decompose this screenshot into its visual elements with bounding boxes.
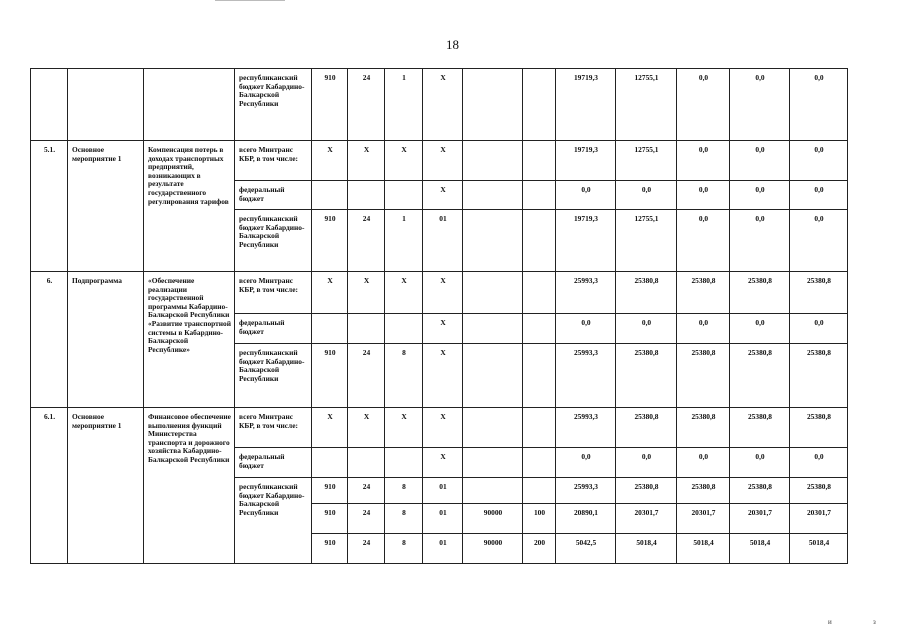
amount-cell: 25380,8 — [790, 272, 848, 314]
amount-cell: 5018,4 — [730, 534, 790, 564]
pr-cell — [385, 448, 423, 478]
rz-cell: 24 — [348, 504, 385, 534]
amount-cell: 0,0 — [616, 314, 677, 344]
code-cell — [463, 272, 523, 314]
vr-cell — [523, 272, 556, 314]
grbs-cell: 910 — [312, 210, 348, 272]
amount-cell: 25380,8 — [677, 478, 730, 504]
amount-cell: 0,0 — [790, 314, 848, 344]
csr-cell: X — [423, 272, 463, 314]
csr-cell: 01 — [423, 534, 463, 564]
amount-cell: 25380,8 — [730, 408, 790, 448]
source-cell: всего Минтранс КБР, в том числе: — [235, 408, 312, 448]
rz-cell: X — [348, 141, 385, 181]
amount-cell: 0,0 — [730, 314, 790, 344]
pr-cell: X — [385, 141, 423, 181]
pr-cell: 8 — [385, 504, 423, 534]
amount-cell: 25380,8 — [730, 344, 790, 408]
amount-cell: 0,0 — [677, 181, 730, 210]
amount-cell: 0,0 — [616, 181, 677, 210]
amount-cell: 0,0 — [790, 69, 848, 141]
amount-cell: 0,0 — [556, 314, 616, 344]
csr-cell: X — [423, 344, 463, 408]
csr-cell: X — [423, 314, 463, 344]
table-row — [31, 408, 848, 448]
name-cell: Финансовое обеспечение выполнения функций Министерства транспорта и дорожного хозяйства Кабардино-Балкарской Республики — [144, 408, 235, 564]
code-cell — [463, 344, 523, 408]
amount-cell: 25993,3 — [556, 344, 616, 408]
amount-cell: 25380,8 — [677, 272, 730, 314]
amount-cell: 0,0 — [790, 448, 848, 478]
source-cell: республиканский бюджет Кабардино-Балкарской Республики — [235, 69, 312, 141]
amount-cell: 5018,4 — [677, 534, 730, 564]
vr-cell: 200 — [523, 534, 556, 564]
csr-cell: 01 — [423, 478, 463, 504]
grbs-cell: X — [312, 141, 348, 181]
pr-cell: 8 — [385, 478, 423, 504]
amount-cell: 20890,1 — [556, 504, 616, 534]
amount-cell: 0,0 — [677, 69, 730, 141]
amount-cell: 0,0 — [730, 141, 790, 181]
vr-cell — [523, 314, 556, 344]
amount-cell: 0,0 — [677, 210, 730, 272]
type-cell: Подпрограмма — [68, 272, 144, 408]
source-cell: республиканский бюджет Кабардино-Балкарской Республики — [235, 210, 312, 272]
rz-cell: 24 — [348, 69, 385, 141]
code-cell — [463, 210, 523, 272]
pr-cell — [385, 181, 423, 210]
code-cell: 90000 — [463, 504, 523, 534]
amount-cell: 0,0 — [730, 181, 790, 210]
amount-cell: 20301,7 — [730, 504, 790, 534]
code-cell — [463, 181, 523, 210]
vr-cell — [523, 69, 556, 141]
grbs-cell: 910 — [312, 478, 348, 504]
amount-cell: 19719,3 — [556, 69, 616, 141]
num-cell: 6.1. — [31, 408, 68, 564]
amount-cell: 20301,7 — [790, 504, 848, 534]
code-cell — [463, 314, 523, 344]
csr-cell: 01 — [423, 504, 463, 534]
amount-cell: 25993,3 — [556, 408, 616, 448]
amount-cell: 12755,1 — [616, 69, 677, 141]
code-cell: 90000 — [463, 534, 523, 564]
num-cell — [31, 69, 68, 141]
amount-cell: 20301,7 — [677, 504, 730, 534]
amount-cell: 0,0 — [616, 448, 677, 478]
amount-cell: 25380,8 — [730, 272, 790, 314]
grbs-cell: 910 — [312, 534, 348, 564]
pr-cell: X — [385, 272, 423, 314]
amount-cell: 19719,3 — [556, 210, 616, 272]
amount-cell: 5018,4 — [790, 534, 848, 564]
amount-cell: 25993,3 — [556, 272, 616, 314]
pr-cell: 8 — [385, 534, 423, 564]
name-cell: Компенсация потерь в доходах транспортных предприятий, возникающих в результате государственного регулирования тарифов — [144, 141, 235, 272]
rz-cell — [348, 181, 385, 210]
amount-cell: 0,0 — [730, 448, 790, 478]
csr-cell: 01 — [423, 210, 463, 272]
pr-cell: 8 — [385, 344, 423, 408]
grbs-cell — [312, 181, 348, 210]
amount-cell: 25380,8 — [790, 408, 848, 448]
amount-cell: 12755,1 — [616, 210, 677, 272]
vr-cell — [523, 344, 556, 408]
rz-cell: 24 — [348, 210, 385, 272]
source-cell: федеральный бюджет — [235, 448, 312, 478]
amount-cell: 0,0 — [730, 210, 790, 272]
amount-cell: 25380,8 — [616, 478, 677, 504]
amount-cell: 0,0 — [677, 314, 730, 344]
rz-cell — [348, 314, 385, 344]
source-cell: республиканский бюджет Кабардино-Балкарской Республики — [235, 478, 312, 564]
amount-cell: 0,0 — [730, 69, 790, 141]
amount-cell: 25380,8 — [730, 478, 790, 504]
amount-cell: 5042,5 — [556, 534, 616, 564]
csr-cell: X — [423, 408, 463, 448]
code-cell — [463, 141, 523, 181]
grbs-cell: X — [312, 272, 348, 314]
amount-cell: 25380,8 — [790, 344, 848, 408]
budget-table — [30, 68, 848, 564]
amount-cell: 0,0 — [790, 181, 848, 210]
pr-cell: X — [385, 408, 423, 448]
pr-cell: 1 — [385, 69, 423, 141]
amount-cell: 5018,4 — [616, 534, 677, 564]
amount-cell: 20301,7 — [616, 504, 677, 534]
amount-cell: 25380,8 — [616, 272, 677, 314]
type-cell: Основное мероприятие 1 — [68, 141, 144, 272]
source-cell: федеральный бюджет — [235, 314, 312, 344]
grbs-cell: 910 — [312, 504, 348, 534]
amount-cell: 0,0 — [556, 448, 616, 478]
vr-cell: 100 — [523, 504, 556, 534]
amount-cell: 0,0 — [677, 141, 730, 181]
table-row — [31, 69, 848, 141]
rz-cell: 24 — [348, 534, 385, 564]
source-cell: всего Минтранс КБР, в том числе: — [235, 272, 312, 314]
grbs-cell: 910 — [312, 69, 348, 141]
vr-cell — [523, 408, 556, 448]
amount-cell: 25380,8 — [790, 478, 848, 504]
amount-cell: 0,0 — [790, 141, 848, 181]
amount-cell: 12755,1 — [616, 141, 677, 181]
grbs-cell — [312, 314, 348, 344]
name-cell: «Обеспечение реализации государственной программы Кабардино-Балкарской Республики «Развитие транспортной системы в Кабардино-Балкарской Республике» — [144, 272, 235, 408]
grbs-cell — [312, 448, 348, 478]
amount-cell: 25380,8 — [616, 344, 677, 408]
csr-cell: X — [423, 69, 463, 141]
grbs-cell: 910 — [312, 344, 348, 408]
csr-cell: X — [423, 141, 463, 181]
name-cell — [144, 69, 235, 141]
vr-cell — [523, 448, 556, 478]
vr-cell — [523, 181, 556, 210]
code-cell — [463, 69, 523, 141]
amount-cell: 25993,3 — [556, 478, 616, 504]
num-cell: 6. — [31, 272, 68, 408]
rz-cell — [348, 448, 385, 478]
rz-cell: 24 — [348, 478, 385, 504]
pr-cell: 1 — [385, 210, 423, 272]
amount-cell: 0,0 — [556, 181, 616, 210]
pr-cell — [385, 314, 423, 344]
amount-cell: 0,0 — [677, 448, 730, 478]
footer-mark-left: и — [828, 618, 832, 626]
code-cell — [463, 478, 523, 504]
rz-cell: 24 — [348, 344, 385, 408]
footer-mark-right: з — [873, 618, 876, 626]
table-row — [31, 272, 848, 314]
amount-cell: 25380,8 — [616, 408, 677, 448]
type-cell: Основное мероприятие 1 — [68, 408, 144, 564]
table-row — [31, 141, 848, 181]
code-cell — [463, 448, 523, 478]
vr-cell — [523, 141, 556, 181]
csr-cell: X — [423, 181, 463, 210]
amount-cell: 25380,8 — [677, 408, 730, 448]
code-cell — [463, 408, 523, 448]
amount-cell: 0,0 — [790, 210, 848, 272]
grbs-cell: X — [312, 408, 348, 448]
amount-cell: 19719,3 — [556, 141, 616, 181]
num-cell: 5.1. — [31, 141, 68, 272]
csr-cell: X — [423, 448, 463, 478]
source-cell: всего Минтранс КБР, в том числе: — [235, 141, 312, 181]
vr-cell — [523, 210, 556, 272]
rz-cell: X — [348, 272, 385, 314]
rz-cell: X — [348, 408, 385, 448]
amount-cell: 25380,8 — [677, 344, 730, 408]
source-cell: федеральный бюджет — [235, 181, 312, 210]
type-cell — [68, 69, 144, 141]
page-number: 18 — [446, 37, 459, 52]
scan-artifact-line — [215, 0, 285, 1]
source-cell: республиканский бюджет Кабардино-Балкарской Республики — [235, 344, 312, 408]
vr-cell — [523, 478, 556, 504]
